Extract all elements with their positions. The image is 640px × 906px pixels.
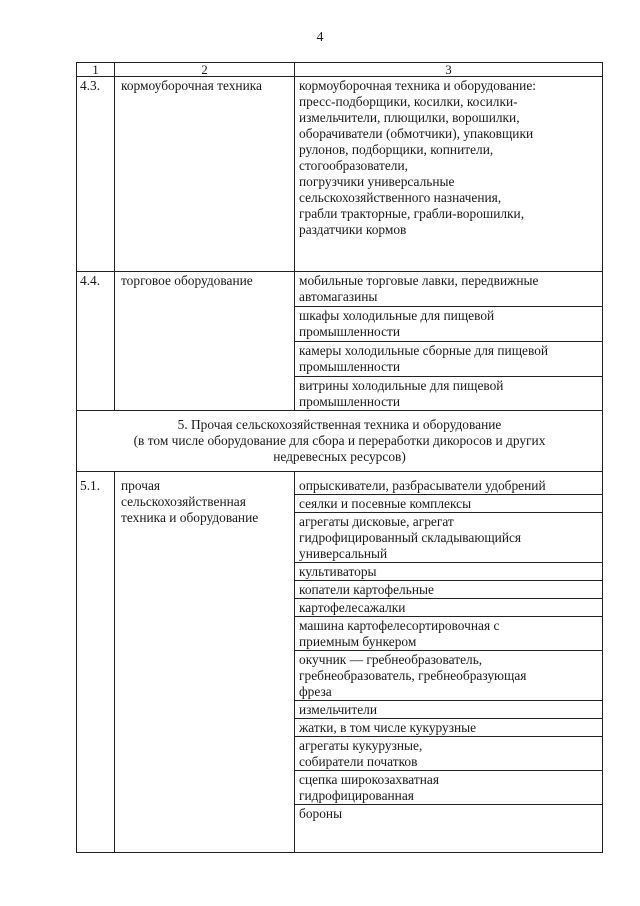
row-items xyxy=(295,472,603,853)
item: машина картофелесортировочная с приемным бункером xyxy=(295,616,602,650)
item: камеры холодильные сборные для пищевой промышленности xyxy=(295,341,602,376)
header-col2: 2 xyxy=(115,63,295,77)
section-row xyxy=(77,411,603,472)
row-items xyxy=(295,77,603,272)
row-category: прочая сельскохозяйственная техника и оборудование xyxy=(115,472,295,853)
item: измельчители xyxy=(295,700,602,718)
header-col3: 3 xyxy=(295,63,603,77)
item: агрегаты дисковые, агрегат гидрофицированный складывающийся универсальный xyxy=(295,512,602,562)
item: окучник — гребнеобразователь, гребнеобразователь, гребнеобразующая фреза xyxy=(295,650,602,700)
section-title: 5. Прочая сельскохозяйственная техника и оборудование (в том числе оборудование для сбора и переработки дикоросов и других недревесных ресурсов) xyxy=(77,411,603,472)
item: витрины холодильные для пищевой промышленности xyxy=(295,376,602,410)
table-row xyxy=(77,472,603,853)
item: сцепка широкозахватная гидрофицированная xyxy=(295,770,602,804)
row-number: 4.4. xyxy=(77,272,115,411)
header-col1: 1 xyxy=(77,63,115,77)
row-number: 5.1. xyxy=(77,472,115,853)
item: картофелесажалки xyxy=(295,598,602,616)
row-category: кормоуборочная техника xyxy=(115,77,295,272)
table-row xyxy=(77,272,603,411)
row-category: торговое оборудование xyxy=(115,272,295,411)
row-number: 4.3. xyxy=(77,77,115,272)
item: мобильные торговые лавки, передвижные автомагазины xyxy=(299,273,539,304)
item: шкафы холодильные для пищевой промышленности xyxy=(295,306,602,341)
item: опрыскиватели, разбрасыватели удобрений xyxy=(299,478,546,493)
item: кормоуборочная техника и оборудование: пресс-подборщики, косилки, косилки- измельчители, плющилки, ворошилки, оборачиватели (обмотчики), упаковщики рулонов, подборщики, копнители, стогообразователи, погрузчики универсальные сельскохозяйственного назначения, грабли тракторные, грабли-ворошилки, раздатчики кормов xyxy=(299,78,537,237)
item: сеялки и посевные комплексы xyxy=(295,494,602,512)
item: жатки, в том числе кукурузные xyxy=(295,718,602,736)
item: копатели картофельные xyxy=(295,580,602,598)
table-header-row xyxy=(77,63,603,77)
item: культиваторы xyxy=(295,562,602,580)
item: бороны xyxy=(295,804,602,836)
equipment-table xyxy=(76,62,603,853)
item: агрегаты кукурузные, собиратели початков xyxy=(295,736,602,770)
page-number: 4 xyxy=(316,30,324,45)
table-row xyxy=(77,77,603,272)
row-items xyxy=(295,272,603,411)
